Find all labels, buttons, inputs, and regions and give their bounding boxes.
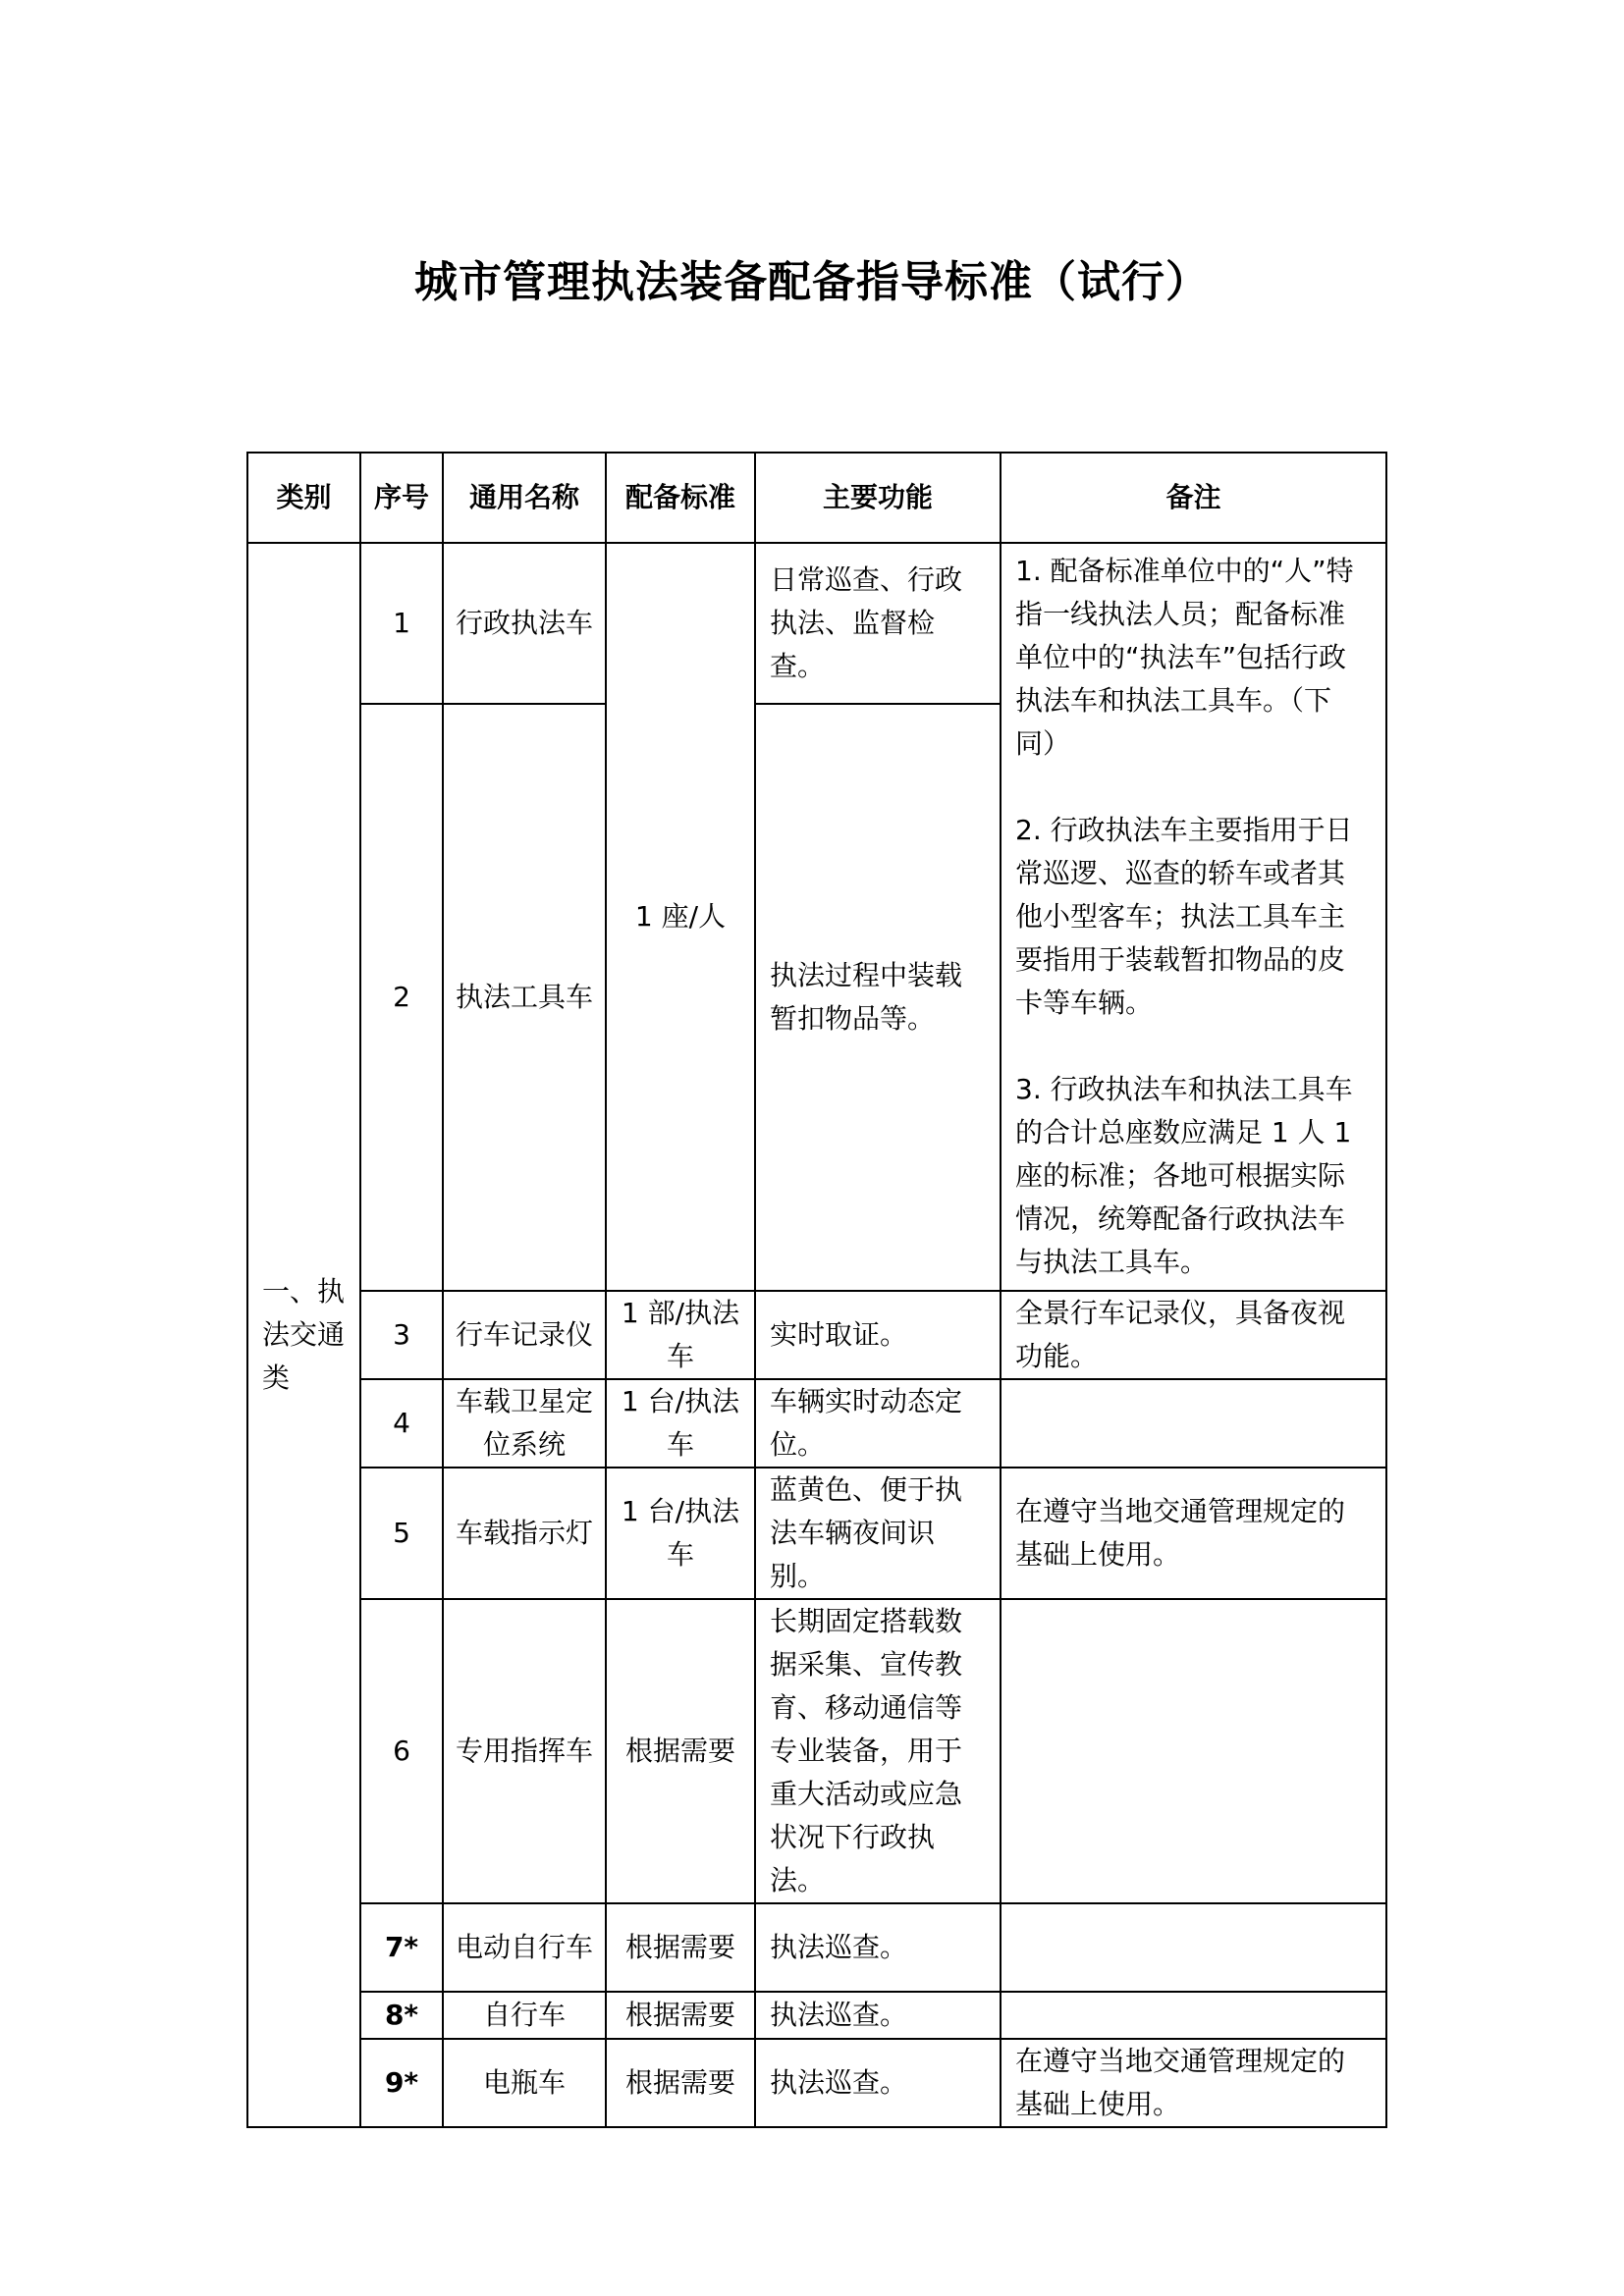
standard-cell: 根据需要	[606, 2039, 755, 2127]
name-cell: 车载指示灯	[443, 1468, 606, 1599]
standard-cell: 根据需要	[606, 1903, 755, 1992]
header-seq: 序号	[360, 453, 443, 543]
page-title: 城市管理执法装备配备指导标准（试行）	[414, 257, 1210, 307]
function-cell: 执法巡查。	[755, 1992, 1001, 2039]
name-cell: 行车记录仪	[443, 1291, 606, 1379]
header-category: 类别	[247, 453, 360, 543]
note-3: 3. 行政执法车和执法工具车的合计总座数应满足 1 人 1 座的标准；各地可根据实际情况，统筹配备行政执法车与执法工具车。	[1015, 1073, 1353, 1278]
seq-cell: 5	[360, 1468, 443, 1599]
remark-cell: 在遵守当地交通管理规定的基础上使用。	[1001, 1468, 1386, 1599]
note-1: 1. 配备标准单位中的“人”特指一线执法人员；配备标准单位中的“执法车”包括行政执法车和执法工具车。（下同）	[1015, 555, 1354, 760]
seq-cell: 4	[360, 1379, 443, 1468]
table-header-row	[247, 453, 1386, 543]
function-cell: 执法过程中装载暂扣物品等。	[755, 704, 1001, 1291]
remark-cell	[1001, 1992, 1386, 2039]
table-row	[247, 1599, 1386, 1903]
seq-cell: 3	[360, 1291, 443, 1379]
standard-cell: 1 台/执法车	[606, 1379, 755, 1468]
standard-cell: 1 座/人	[606, 543, 755, 1291]
header-name: 通用名称	[443, 453, 606, 543]
note-2: 2. 行政执法车主要指用于日常巡逻、巡查的轿车或者其他小型客车；执法工具车主要指用于装载暂扣物品的皮卡等车辆。	[1015, 814, 1353, 1019]
function-cell: 执法巡查。	[755, 1903, 1001, 1992]
seq-cell: 6	[360, 1599, 443, 1903]
name-cell: 执法工具车	[443, 704, 606, 1291]
seq-cell: 2	[360, 704, 443, 1291]
function-cell: 车辆实时动态定位。	[755, 1379, 1001, 1468]
remark-cell-notes	[1001, 543, 1386, 1291]
remark-cell: 全景行车记录仪，具备夜视功能。	[1001, 1291, 1386, 1379]
function-cell: 实时取证。	[755, 1291, 1001, 1379]
remark-cell	[1001, 1379, 1386, 1468]
name-cell: 行政执法车	[443, 543, 606, 704]
table-row	[247, 1992, 1386, 2039]
header-remark: 备注	[1001, 453, 1386, 543]
header-standard: 配备标准	[606, 453, 755, 543]
name-cell: 专用指挥车	[443, 1599, 606, 1903]
standard-cell: 根据需要	[606, 1599, 755, 1903]
remark-cell	[1001, 1903, 1386, 1992]
table-row	[247, 543, 1386, 704]
table-row	[247, 2039, 1386, 2127]
header-function: 主要功能	[755, 453, 1001, 543]
name-cell: 电瓶车	[443, 2039, 606, 2127]
equipment-standard-table	[246, 452, 1387, 2128]
name-cell: 电动自行车	[443, 1903, 606, 1992]
name-cell: 车载卫星定位系统	[443, 1379, 606, 1468]
function-cell: 长期固定搭载数据采集、宣传教育、移动通信等专业装备，用于重大活动或应急状况下行政执法。	[755, 1599, 1001, 1903]
category-cell: 一、执法交通类	[247, 543, 360, 2127]
table-row	[247, 1903, 1386, 1992]
remark-cell	[1001, 1599, 1386, 1903]
seq-cell: 7*	[360, 1903, 443, 1992]
table-row	[247, 1291, 1386, 1379]
name-cell: 自行车	[443, 1992, 606, 2039]
standard-cell: 1 部/执法车	[606, 1291, 755, 1379]
standard-cell: 根据需要	[606, 1992, 755, 2039]
function-cell: 蓝黄色、便于执法车辆夜间识别。	[755, 1468, 1001, 1599]
table-row	[247, 1379, 1386, 1468]
function-cell: 日常巡查、行政执法、监督检查。	[755, 543, 1001, 704]
table-row	[247, 1468, 1386, 1599]
standard-cell: 1 台/执法车	[606, 1468, 755, 1599]
remark-cell: 在遵守当地交通管理规定的基础上使用。	[1001, 2039, 1386, 2127]
function-cell: 执法巡查。	[755, 2039, 1001, 2127]
seq-cell: 1	[360, 543, 443, 704]
seq-cell: 9*	[360, 2039, 443, 2127]
seq-cell: 8*	[360, 1992, 443, 2039]
